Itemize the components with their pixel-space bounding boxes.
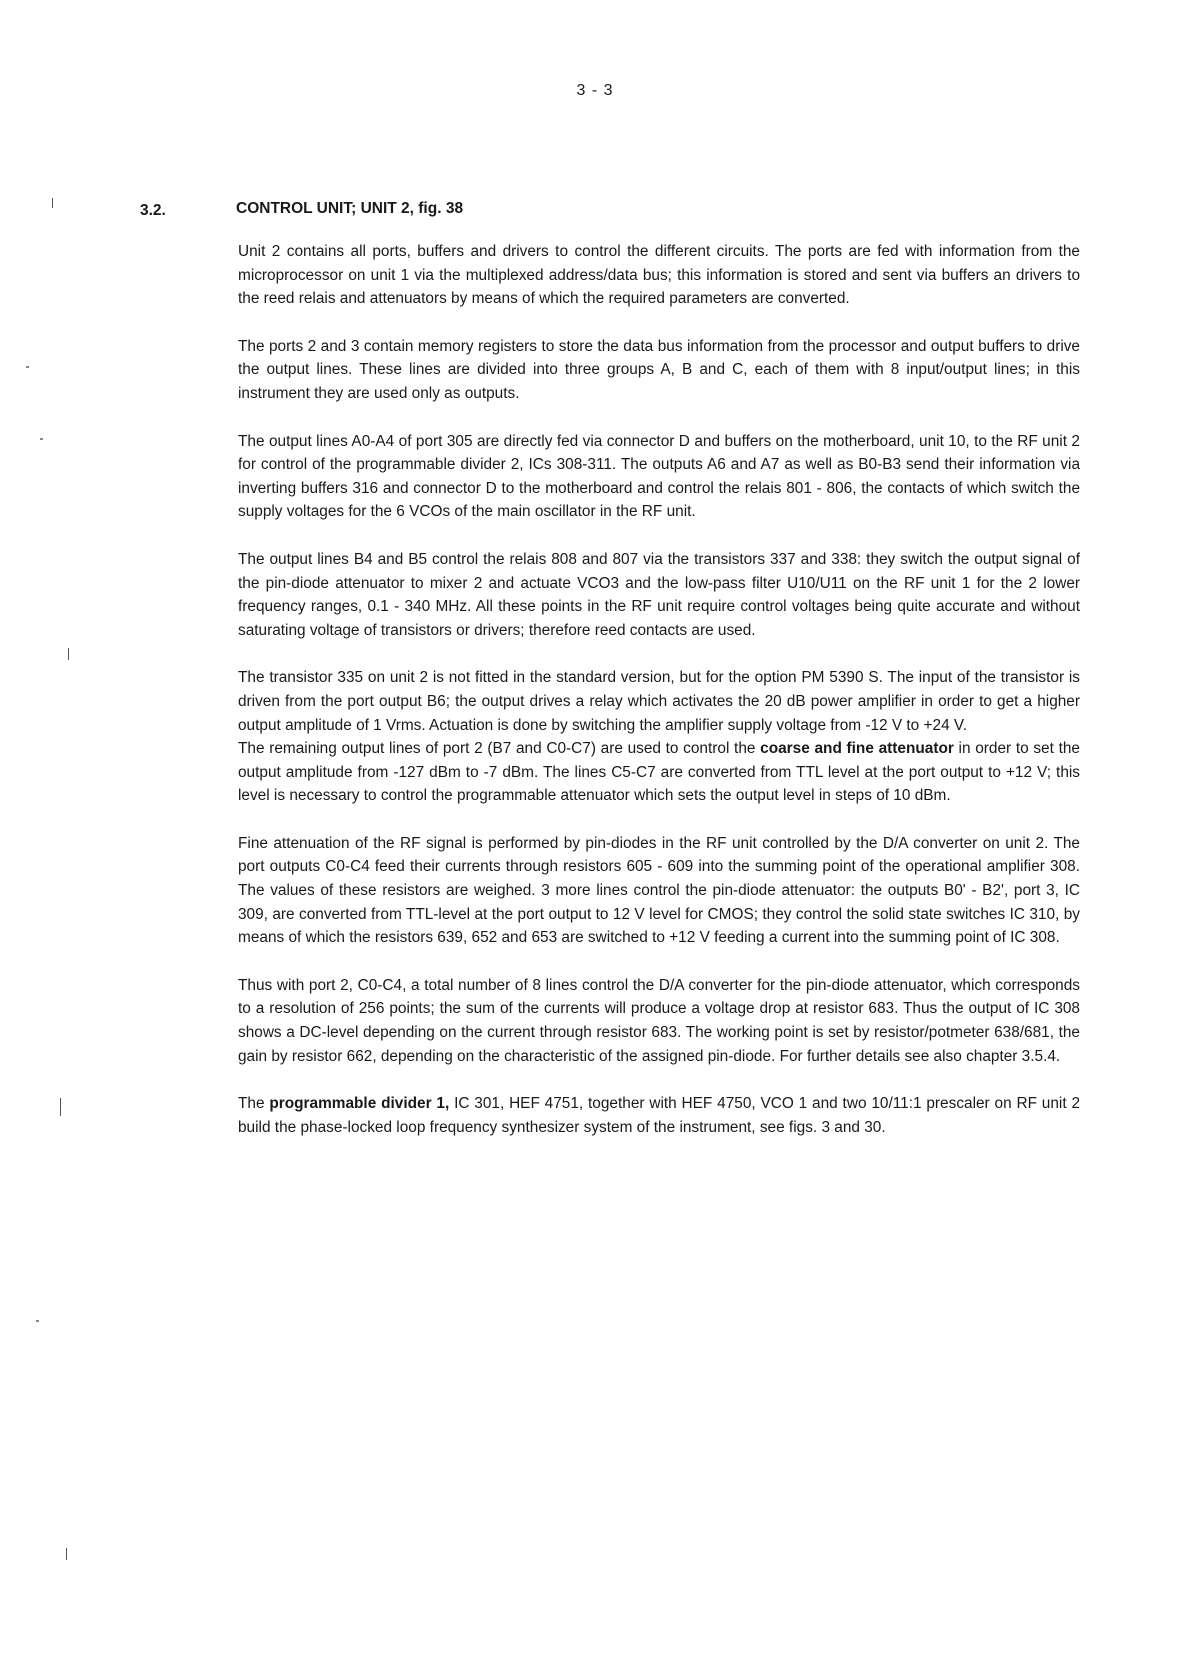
paragraph-transistor-335: The transistor 335 on unit 2 is not fitted in the standard version, but for the option PM 5390 S. The input of the transistor is driven from the port output B6; the output drives a relay which activates the 20 dB power amplifier in order to get a higher output amplitude of 1 Vrms. Actuation is done by switching the amplifier supply voltage from -12 V to +24 V. (238, 669, 1080, 734)
text-segment: The remaining output lines of port 2 (B7 and C0-C7) are used to control the (238, 740, 761, 758)
paragraph-ports-2-3: The ports 2 and 3 contain memory registers to store the data bus information from the processor and output buffers to drive the output lines. These lines are divided into three groups A, B and C, each of them with 8 input/output lines; in this instrument they are used only as outputs. (238, 337, 1080, 402)
paragraph-da-converter: Thus with port 2, C0-C4, a total number of 8 lines control the D/A converter for the pin-diode attenuator, which corresponds to a resolution of 256 points; the sum of the currents will produce a voltage drop at resistor 683. Thus the output of IC 308 shows a DC-level depending on the current through resistor 683. The working point is set by resistor/potmeter 638/681, the gain by resistor 662, depending on the characteristic of the assigned pin-diode. For further details see also chapter 3.5.4. (238, 976, 1080, 1065)
page-number: 3 - 3 (576, 82, 614, 99)
text-segment: in order to set the output amplitude from -127 dBm to -7 dBm. The lines C5-C7 are converted from TTL level at the port output to +12 V; this level is necessary to control the programmable attenuator which sets the output level in steps of 10 dBm. (238, 740, 1080, 805)
paragraph-unit2-overview: Unit 2 contains all ports, buffers and drivers to control the different circuits. The ports are fed with information from the microprocessor on unit 1 via the multiplexed address/data bus; this information is stored and sent via buffers an drivers to the reed relais and attenuators by means of which the required parameters are converted. (238, 243, 1080, 308)
scan-dot (36, 1320, 39, 1322)
scan-dot (40, 438, 43, 440)
scan-mark (68, 648, 69, 660)
scan-dot (26, 366, 29, 368)
paragraph-output-lines-b4-b5: The output lines B4 and B5 control the relais 808 and 807 via the transistors 337 and 338: they switch the output signal of the pin-diode attenuator to mixer 2 and actuate VCO3 and the low-pass filter U10/U11 on the RF unit 1 for the 2 lower frequency ranges, 0.1 - 340 MHz. All these points in the RF unit require control voltages being quite accurate and without saturating voltage of transistors or drivers; therefore reed contacts are used. (238, 550, 1080, 639)
paragraph-fine-attenuation: Fine attenuation of the RF signal is performed by pin-diodes in the RF unit controlled by the D/A converter on unit 2. The port outputs C0-C4 feed their currents through resistors 605 - 609 into the summing point of the operational amplifier 308. The values of these resistors are weighed. 3 more lines control the pin-diode attenuator: the outputs B0' - B2', port 3, IC 309, are converted from TTL-level at the port output to 12 V level for CMOS; they control the solid state switches IC 310, by means of which the resistors 639, 652 and 653 are switched to +12 V feeding a current into the summing point of IC 308. (238, 834, 1080, 947)
emphasis-coarse-fine-attenuator: coarse and fine attenuator (760, 740, 954, 758)
section-title: CONTROL UNIT; UNIT 2, fig. 38 (236, 200, 464, 217)
document-body (238, 240, 1080, 1163)
paragraph-output-lines-a: The output lines A0-A4 of port 305 are directly fed via connector D and buffers on the motherboard, unit 10, to the RF unit 2 for control of the programmable divider 2, ICs 308-311. The outputs A6 and A7 as well as B0-B3 send their information via inverting buffers 316 and connector D to the motherboard and control the relais 801 - 806, the contacts of which switch the supply voltages for the 6 VCOs of the main oscillator in the RF unit. (238, 432, 1080, 521)
text-segment: IC 301, HEF 4751, together with HEF 4750, VCO 1 and two 10/11:1 prescaler on RF unit 2 build the phase-locked loop frequency synthesizer system of the instrument, see figs. 3 and 30. (238, 1095, 1081, 1136)
scan-mark (60, 1098, 61, 1116)
emphasis-programmable-divider: programmable divider 1, (269, 1095, 450, 1113)
paragraph-programmable-divider (238, 1092, 1080, 1139)
paragraph-remaining-output-lines (238, 737, 1080, 808)
section-number: 3.2. (140, 202, 166, 219)
scan-mark (66, 1548, 67, 1560)
scan-mark (52, 198, 53, 208)
text-segment: The (238, 1095, 270, 1113)
